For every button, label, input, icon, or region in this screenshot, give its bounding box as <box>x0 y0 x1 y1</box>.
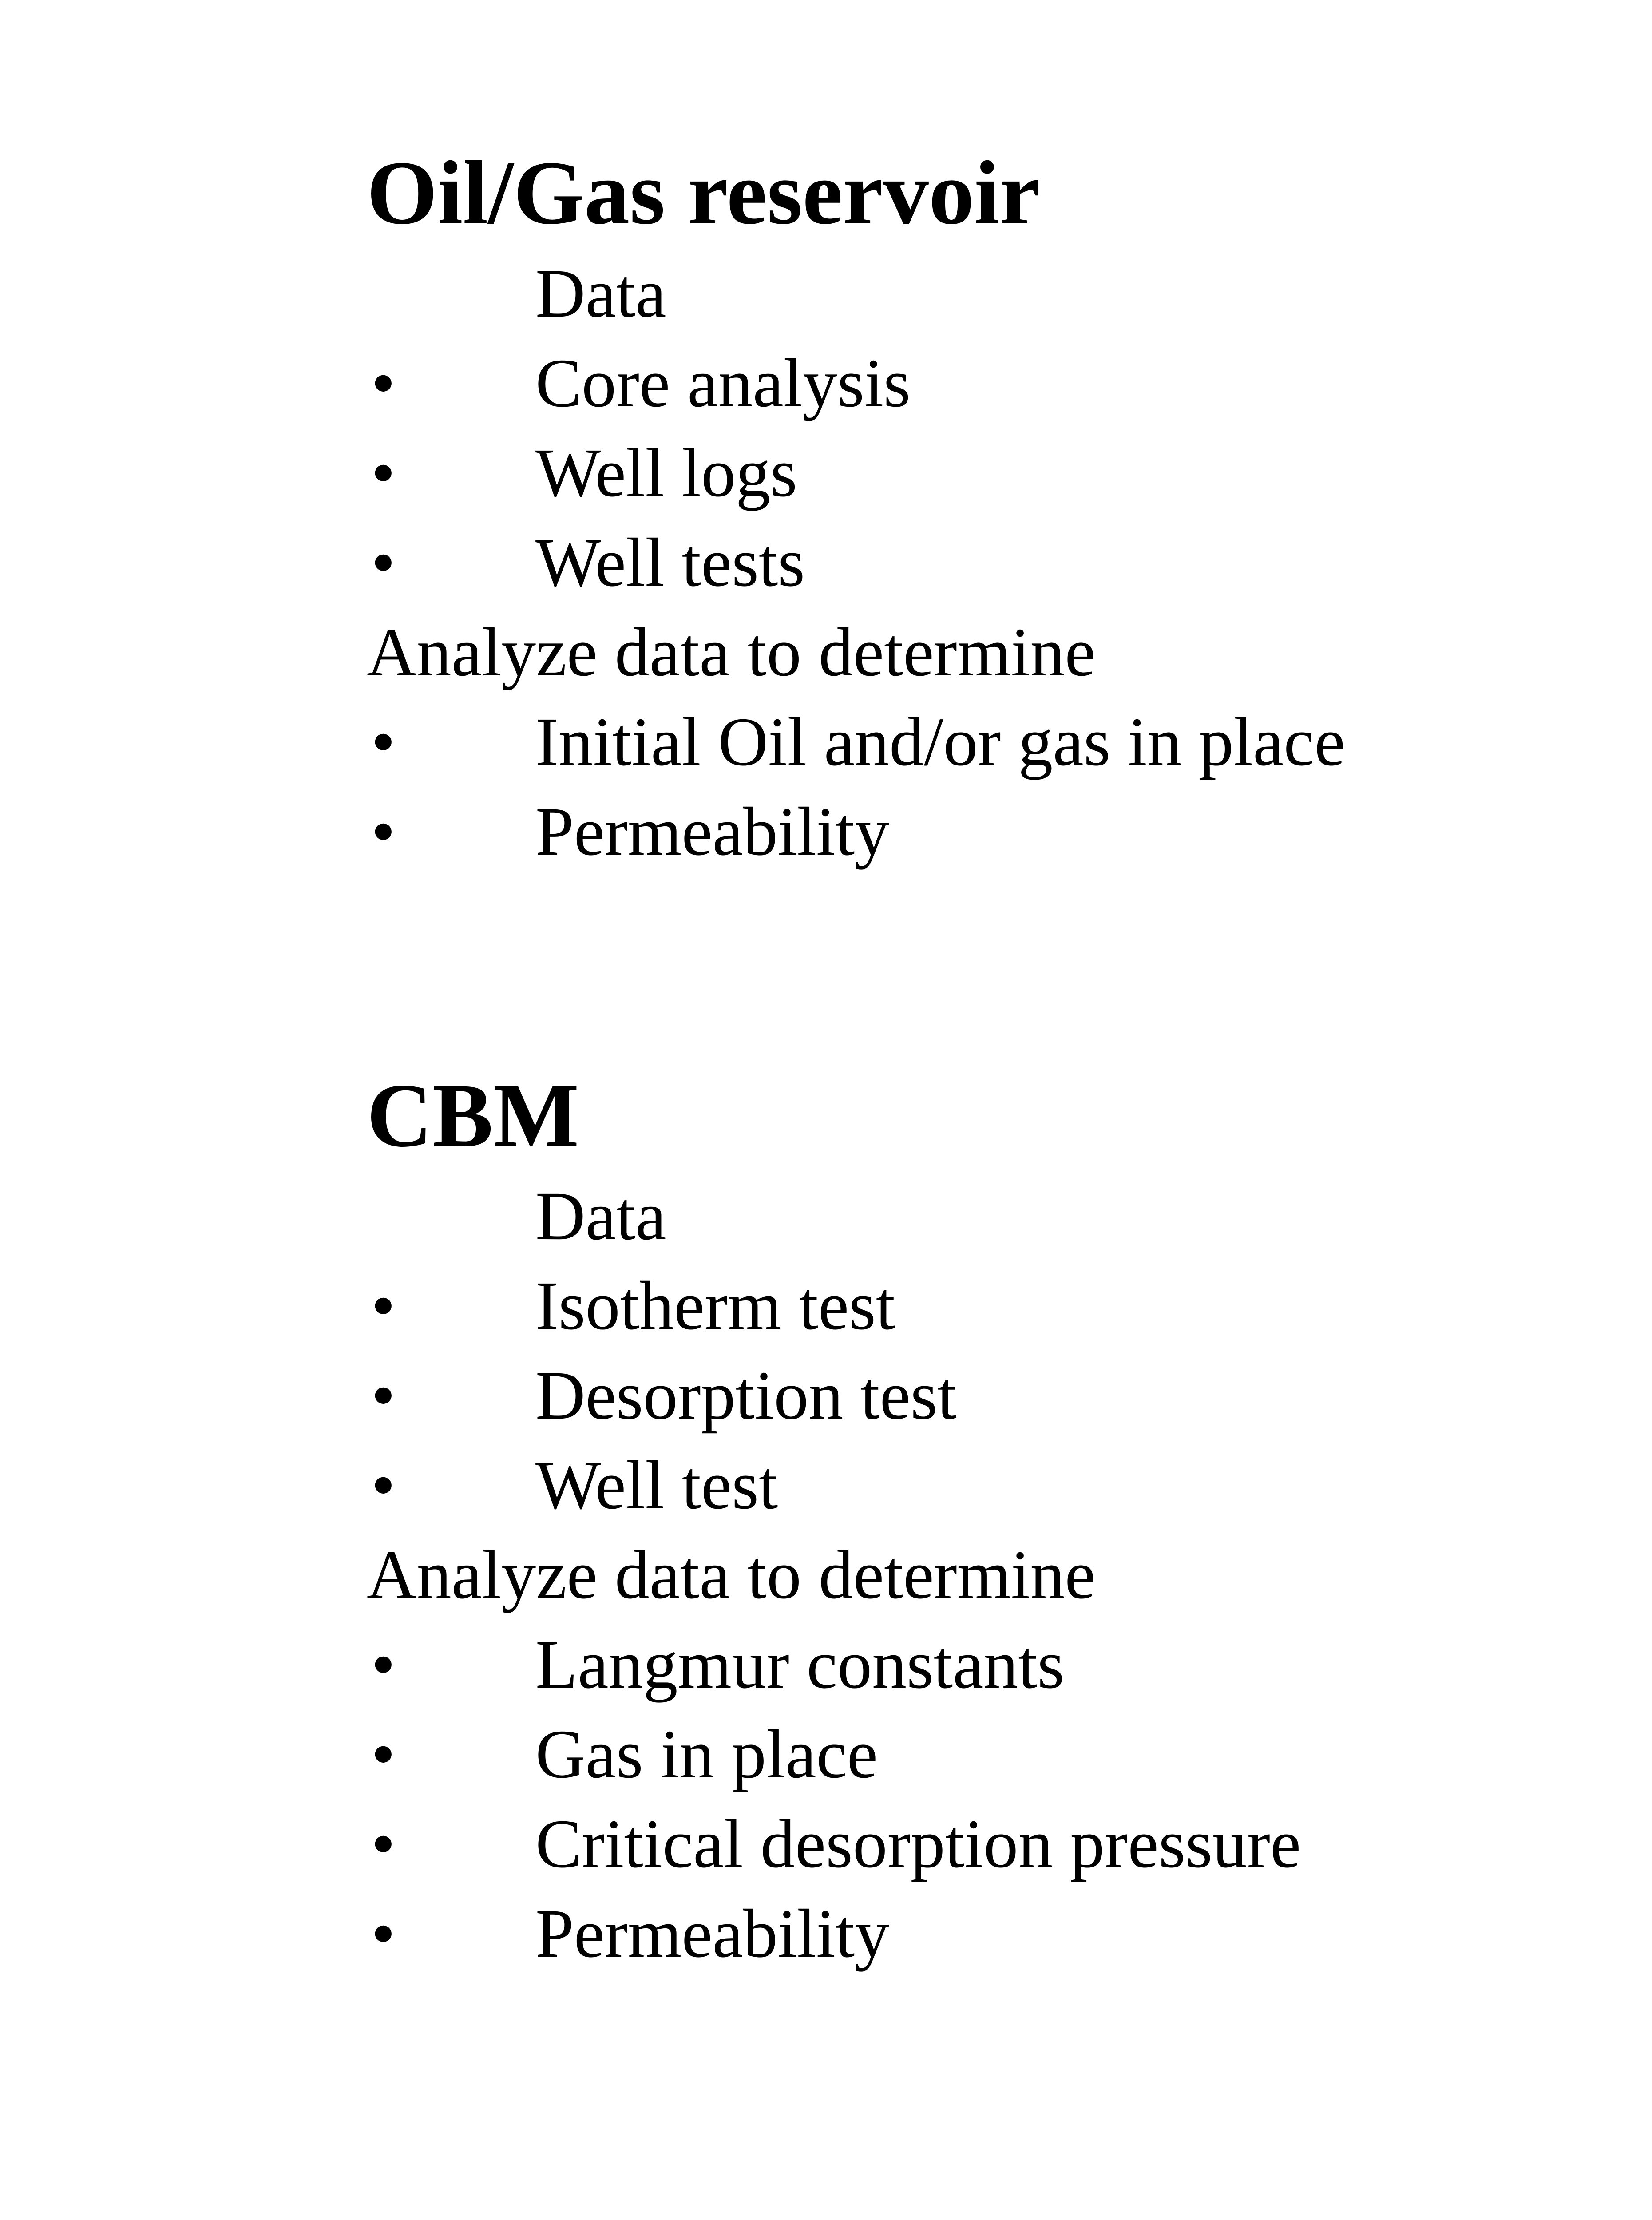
bullet-icon: • <box>371 1357 396 1434</box>
bullet-icon: • <box>371 524 396 601</box>
bullet-icon: • <box>371 703 396 780</box>
list-item <box>367 428 1521 518</box>
list-item <box>367 1440 1521 1530</box>
section-oil-gas-reservoir <box>367 138 1521 876</box>
list-item-text: Well tests <box>535 524 805 601</box>
list-item-text: Critical desorption pressure <box>535 1805 1301 1882</box>
list-item <box>367 1261 1521 1351</box>
analyze-label: Analyze data to determine <box>367 614 1096 690</box>
bullet-icon: • <box>371 434 396 511</box>
list-item-text: Well logs <box>535 434 797 511</box>
bullet-icon: • <box>371 1626 396 1703</box>
list-item-text: Desorption test <box>535 1357 957 1434</box>
list-item <box>367 338 1521 428</box>
list-item-text: Isotherm test <box>535 1267 895 1344</box>
bullet-icon: • <box>371 1267 396 1344</box>
bullet-icon: • <box>371 1805 396 1882</box>
list-item-text: Permeability <box>535 793 890 870</box>
list-item-text: Core analysis <box>535 345 911 421</box>
list-item <box>367 1351 1521 1440</box>
data-label: Data <box>535 255 666 332</box>
section-cbm <box>367 1060 1521 1978</box>
list-item-text: Langmur constants <box>535 1626 1065 1703</box>
data-label: Data <box>535 1177 666 1254</box>
list-item <box>367 787 1521 876</box>
list-item <box>367 1889 1521 1978</box>
bullet-icon: • <box>371 345 396 421</box>
list-item <box>367 518 1521 607</box>
list-item <box>367 697 1521 787</box>
analyze-label: Analyze data to determine <box>367 1536 1096 1613</box>
bullet-icon: • <box>371 1447 396 1523</box>
list-item-text: Gas in place <box>535 1716 878 1792</box>
section-title: Oil/Gas reservoir <box>367 143 1040 243</box>
list-item-text: Initial Oil and/or gas in place <box>535 703 1345 780</box>
list-item-text: Permeability <box>535 1895 890 1972</box>
bullet-icon: • <box>371 1895 396 1972</box>
bullet-icon: • <box>371 793 396 870</box>
bullet-icon: • <box>371 1716 396 1792</box>
list-item <box>367 1709 1521 1799</box>
list-item <box>367 1620 1521 1709</box>
section-title: CBM <box>367 1065 579 1166</box>
list-item-text: Well test <box>535 1447 778 1523</box>
list-item <box>367 1799 1521 1889</box>
